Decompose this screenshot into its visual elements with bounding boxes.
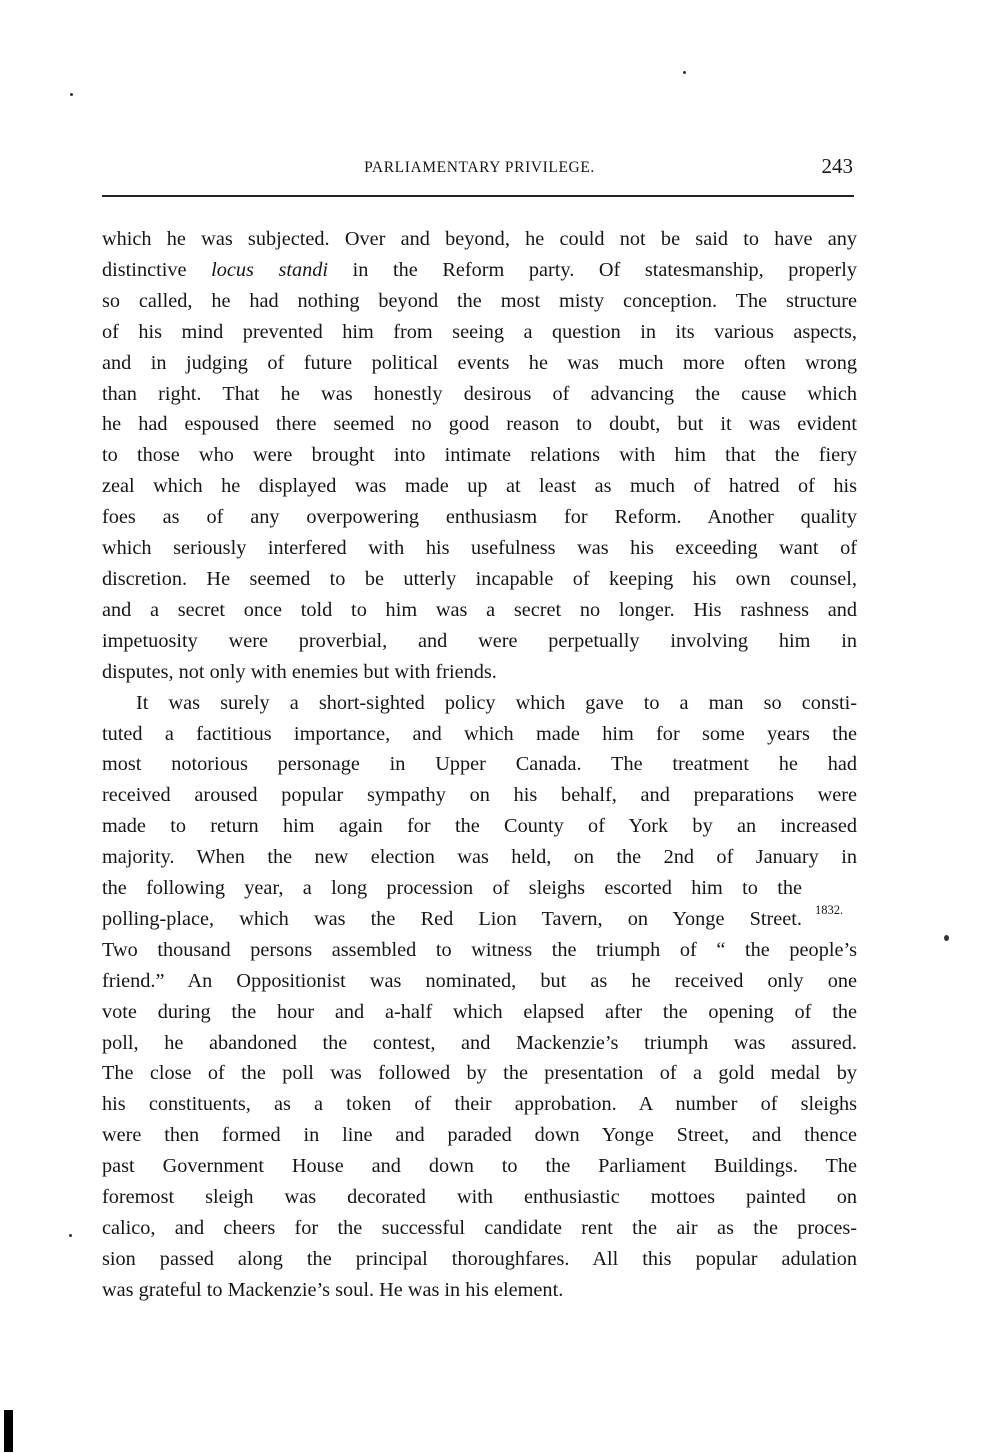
text-line: his constituents, as a token of their approbation. A number of sleighs	[102, 1093, 857, 1116]
text-line: majority. When the new election was held, on the 2nd of January in	[102, 846, 857, 869]
body-text	[102, 224, 857, 1306]
text-line: was grateful to Mackenzie’s soul. He was in his element.	[102, 1278, 564, 1301]
text-line: of his mind prevented him from seeing a question in its various aspects,	[102, 320, 857, 343]
text-line: disputes, not only with enemies but with friends.	[102, 660, 497, 683]
text-line: and a secret once told to him was a secret no longer. His rashness and	[102, 598, 857, 621]
paragraph	[102, 224, 857, 688]
text-line	[102, 255, 857, 286]
margin-date-note: 1832.	[815, 903, 844, 917]
text-line: poll, he abandoned the contest, and Mackenzie’s triumph was assured.	[102, 1031, 857, 1054]
running-title: PARLIAMENTARY PRIVILEGE.	[364, 159, 595, 176]
text-line: foremost sleigh was decorated with enthusiastic mottoes painted on	[102, 1186, 857, 1209]
scan-speck	[683, 71, 686, 74]
scan-edge-mark	[4, 1410, 13, 1452]
header-rule	[102, 195, 854, 197]
text-line: vote during the hour and a-half which elapsed after the opening of the	[102, 1000, 857, 1023]
text-line: the following year, a long procession of sleighs escorted him to the	[102, 877, 802, 900]
page-number: 243	[821, 154, 853, 178]
text-line: friend.” An Oppositionist was nominated, but as he received only one	[102, 969, 857, 992]
text-line: Two thousand persons assembled to witness the triumph of “ the people’s	[102, 938, 857, 961]
italic-phrase: locus standi	[211, 258, 329, 281]
text-line: calico, and cheers for the successful candidate rent the air as the proces-	[102, 1217, 857, 1239]
text-line: It was surely a short-sighted policy which gave to a man so consti-	[136, 691, 857, 714]
text-line: which seriously interfered with his usefulness was his exceeding want of	[102, 537, 857, 560]
scan-speck	[70, 93, 73, 96]
text-line: discretion. He seemed to be utterly incapable of keeping his own counsel,	[102, 567, 857, 590]
text-span: in the Reform party. Of statesmanship, properly	[352, 258, 857, 281]
text-line: impetuosity were proverbial, and were perpetually involving him in	[102, 629, 857, 652]
paragraph	[102, 688, 857, 1306]
text-line: sion passed along the principal thoroughfares. All this popular adulation	[102, 1247, 857, 1270]
text-line: foes as of any overpowering enthusiasm for Reform. Another quality	[102, 506, 857, 529]
text-line: received aroused popular sympathy on his behalf, and preparations were	[102, 784, 857, 807]
text-span: distinctive	[102, 258, 187, 281]
text-line: he had espoused there seemed no good reason to doubt, but it was evident	[102, 413, 857, 436]
text-line: tuted a factitious importance, and which made him for some years the	[102, 722, 857, 745]
text-line: zeal which he displayed was made up at least as much of hatred of his	[102, 475, 857, 498]
text-line: past Government House and down to the Parliament Buildings. The	[102, 1155, 857, 1178]
text-line: to those who were brought into intimate relations with him that the fiery	[102, 444, 857, 467]
text-line: than right. That he was honestly desirous of advancing the cause which	[102, 382, 857, 405]
text-line: The close of the poll was followed by the presentation of a gold medal by	[102, 1062, 857, 1085]
running-head	[102, 154, 857, 180]
text-line: and in judging of future political events he was much more often wrong	[102, 351, 857, 374]
text-line: which he was subjected. Over and beyond, he could not be said to have any	[102, 228, 857, 250]
text-line: made to return him again for the County of York by an increased	[102, 815, 857, 838]
text-line: were then formed in line and paraded down Yonge Street, and thence	[102, 1124, 857, 1147]
text-line: so called, he had nothing beyond the most misty conception. The structure	[102, 289, 857, 312]
text-line: most notorious personage in Upper Canada. The treatment he had	[102, 753, 857, 776]
scan-speck	[69, 1234, 72, 1237]
scan-speck	[944, 935, 949, 941]
text-line: polling-place, which was the Red Lion Tavern, on Yonge Street.	[102, 907, 802, 930]
